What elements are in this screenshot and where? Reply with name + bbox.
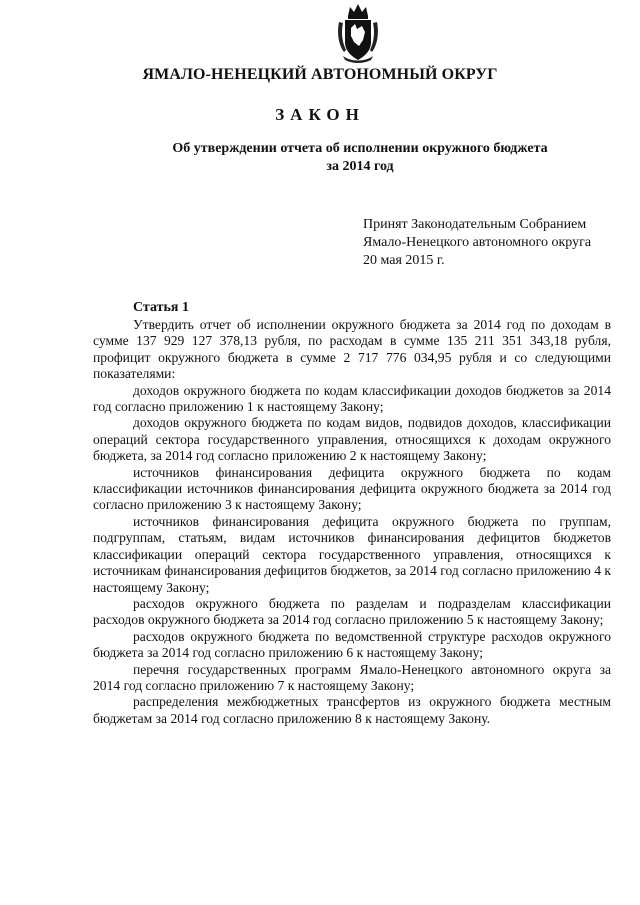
adoption-date: 20 мая 2015 г.	[363, 253, 445, 268]
paragraph: Утвердить отчет об исполнении окружного бюджета за 2014 год по доходам в сумме 137 929 127 378,13 рубля, по расходам в сумме 135 211 351 343,18 рубля, профицит окружного бюджета в сумме 2 717 776 034,95 рубля и со следующими показателями:	[93, 317, 611, 382]
article-body	[93, 317, 611, 727]
coat-of-arms-icon	[335, 2, 381, 64]
paragraph: перечня государственных программ Ямало-Ненецкого автономного округа за 2014 год согласно приложению 7 к настоящему Закону;	[93, 661, 611, 693]
document-type: ЗАКОН	[275, 105, 365, 124]
region-title: ЯМАЛО-НЕНЕЦКИЙ АВТОНОМНЫЙ ОКРУГ	[142, 66, 498, 83]
adoption-line: Ямало-Ненецкого автономного округа	[363, 235, 592, 250]
paragraph: расходов окружного бюджета по разделам и подразделам классификации расходов окружного бюджета за 2014 год согласно приложению 5 к настоящему Закону;	[93, 595, 611, 628]
paragraph: источников финансирования дефицита окружного бюджета по группам, подгруппам, статьям, видам источников финансирования дефицитов бюджетов классификации операций сектора государственного управления, относящихся к источникам финансирования дефицитов бюджетов, за 2014 год согласно приложению 4 к настоящему Закону;	[93, 513, 611, 595]
subject-line: Об утверждении отчета об исполнении окружного бюджета	[172, 141, 548, 156]
paragraph: расходов окружного бюджета по ведомственной структуре расходов окружного бюджета за 2014 год согласно приложению 6 к настоящему Закону;	[93, 628, 611, 661]
article-title: Статья 1	[133, 300, 189, 315]
paragraph: доходов окружного бюджета по кодам классификации доходов бюджетов за 2014 год согласно приложению 1 к настоящему Закону;	[93, 382, 611, 415]
subject-line: за 2014 год	[326, 159, 394, 174]
adoption-note	[363, 216, 633, 270]
adoption-line: Принят Законодательным Собранием	[363, 217, 587, 232]
paragraph: распределения межбюджетных трансфертов из окружного бюджета местным бюджетам за 2014 год согласно приложению 8 к настоящему Закону.	[93, 694, 611, 726]
document-subject	[90, 140, 630, 176]
paragraph: доходов окружного бюджета по кодам видов, подвидов доходов, классификации операций сектора государственного управления, относящихся к доходам окружного бюджета, за 2014 год согласно приложению 2 к настоящему Закону;	[93, 415, 611, 464]
paragraph: источников финансирования дефицита окружного бюджета по кодам классификации источников финансирования дефицита окружного бюджета за 2014 год согласно приложению 3 к настоящему Закону;	[93, 464, 611, 513]
